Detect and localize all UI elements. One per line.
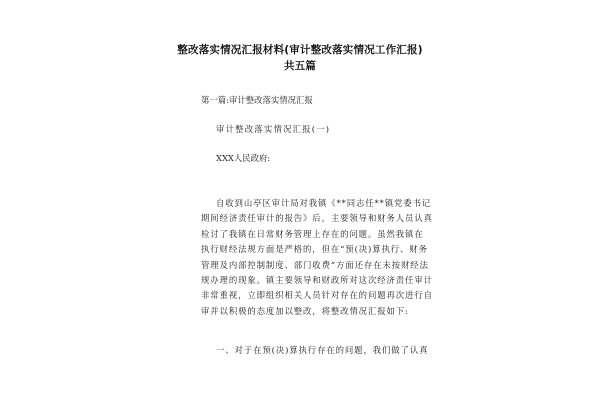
body-paragraph xyxy=(201,198,433,321)
paragraph-line: 执行财经法规方面是严格的，但在“预(决)算执行、财务 xyxy=(201,244,428,255)
list-item-one: 一、对于在预(决)算执行存在的问题，我们做了认真 xyxy=(216,345,429,355)
paragraph-line: 审并以积极的态度加以整改，将整改情况汇报如下: xyxy=(201,305,409,316)
document-subtitle-count: 共五篇 xyxy=(283,60,317,72)
section-heading: 第一篇:审计整改落实情况汇报 xyxy=(201,95,313,105)
paragraph-line: 期间经济责任审计的报告》后，主要领导和财务人员认真 xyxy=(201,213,433,224)
paragraph-line: 规办理的现象。镇主要领导和财政所对这次经济责任审计 xyxy=(201,274,433,285)
paragraph-line: 非常重视，立即组织相关人员针对存在的问题再次进行自 xyxy=(201,290,433,301)
document-title: 整改落实情况汇报材料(审计整改落实情况工作汇报) xyxy=(177,44,423,56)
paragraph-line: 自收到山亭区审计局对我镇《**同志任**镇党委书记 xyxy=(216,198,432,208)
paragraph-line: 检讨了我镇在日常财务管理上存在的问题。虽然我镇在 xyxy=(201,228,424,239)
report-subtitle: 审计整改落实情况汇报(一) xyxy=(216,124,331,134)
paragraph-line: 管理及内部控制制度、部门收费”方面还存在未按财经法 xyxy=(201,259,429,270)
salutation: XXX人民政府: xyxy=(216,153,271,163)
